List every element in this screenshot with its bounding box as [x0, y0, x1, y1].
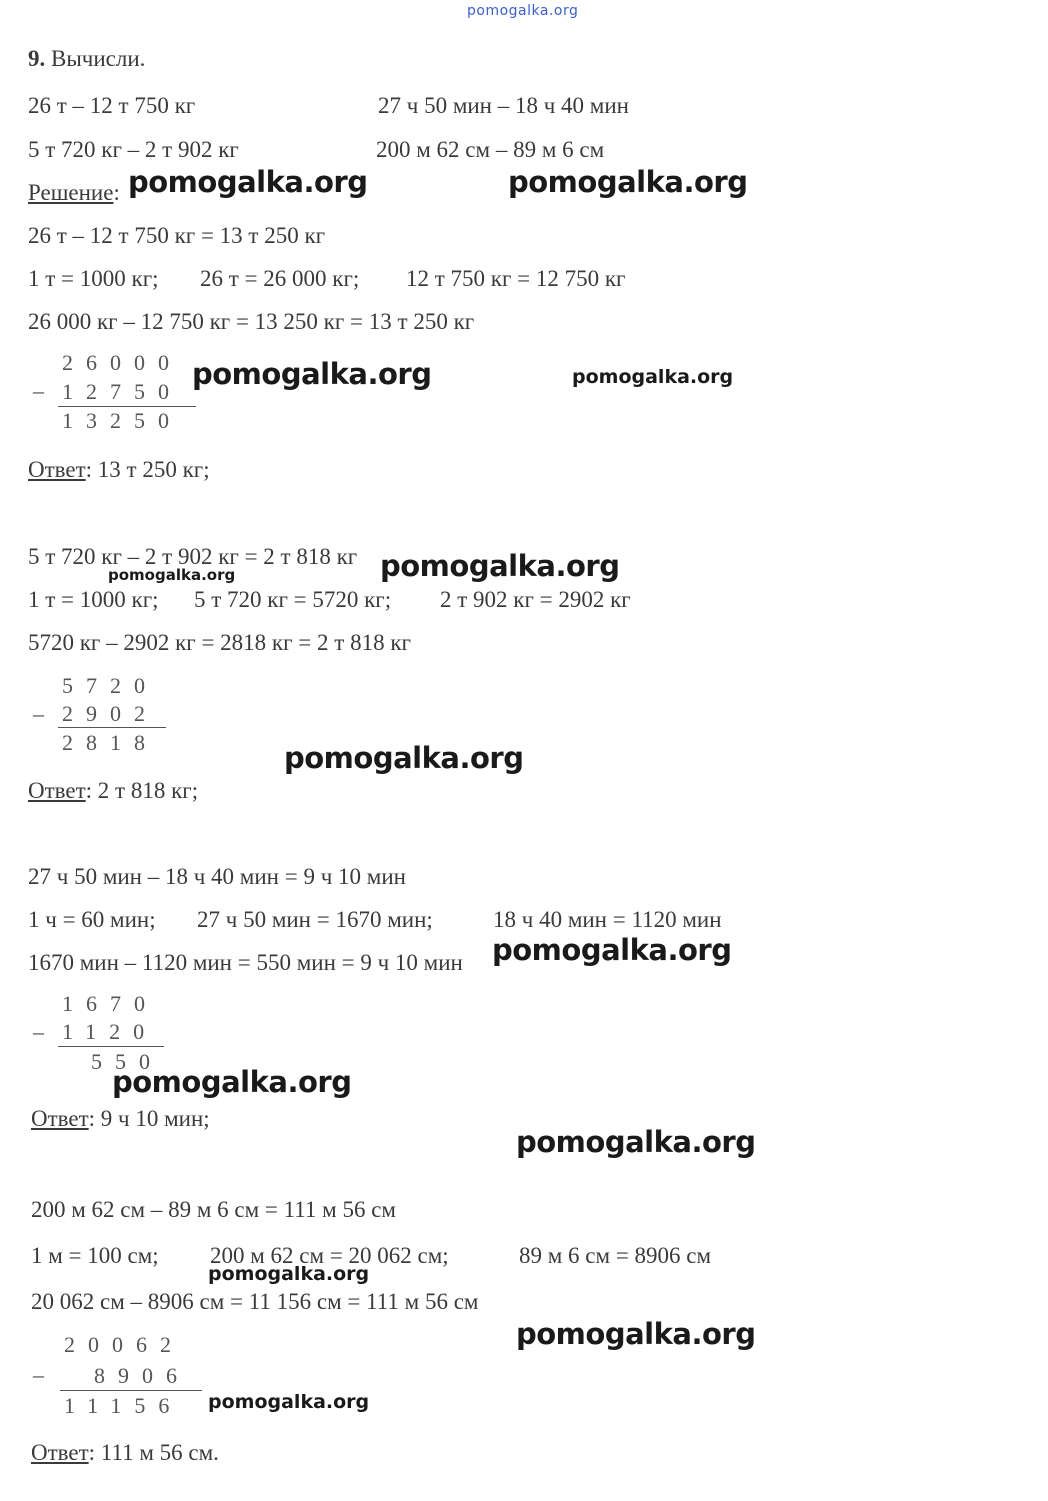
answer-label: Ответ [28, 778, 86, 803]
task-number: 9. [28, 46, 46, 71]
watermark: pomogalka.org [508, 165, 748, 199]
part4-column-rule [60, 1390, 202, 1391]
watermark: pomogalka.org [208, 1391, 370, 1413]
watermark: pomogalka.org [516, 1317, 756, 1351]
part2-column-result: 2818 [62, 730, 158, 755]
solution-heading: Решение: [28, 180, 120, 205]
watermark: pomogalka.org [108, 566, 236, 584]
part2-conversion-2: 5 т 720 кг = 5720 кг; [194, 587, 392, 612]
part4-equation: 200 м 62 см – 89 м 6 см = 111 м 56 см [31, 1197, 396, 1222]
part3-column-rule [58, 1046, 164, 1047]
part2-calculation: 5720 кг – 2902 кг = 2818 кг = 2 т 818 кг [28, 630, 411, 655]
answer-label: Ответ [31, 1440, 89, 1465]
task-expression-4: 200 м 62 см – 89 м 6 см [376, 137, 605, 162]
watermark: pomogalka.org [380, 549, 620, 583]
watermark: pomogalka.org [516, 1125, 756, 1159]
part4-column-result: 11156 [64, 1393, 183, 1418]
part3-conversion-3: 18 ч 40 мин = 1120 мин [493, 907, 722, 932]
part4-conversion-3: 89 м 6 см = 8906 см [519, 1243, 712, 1268]
watermark: pomogalka.org [572, 366, 734, 388]
watermark: pomogalka.org [192, 357, 432, 391]
part4-column-minus: – [33, 1362, 44, 1387]
part1-column-minus: – [33, 378, 44, 403]
part2-column-minus: – [33, 701, 44, 726]
part3-answer [31, 1107, 210, 1130]
part3-calculation: 1670 мин – 1120 мин = 550 мин = 9 ч 10 мин [28, 950, 463, 975]
part4-calculation: 20 062 см – 8906 см = 11 156 см = 111 м 56 см [31, 1289, 479, 1314]
part3-equation: 27 ч 50 мин – 18 ч 40 мин = 9 ч 10 мин [28, 864, 406, 889]
part2-column-minuend: 5720 [62, 673, 158, 698]
part2-conversion-3: 2 т 902 кг = 2902 кг [440, 587, 631, 612]
part4-column-minuend: 20062 [64, 1332, 184, 1357]
part2-column-rule [58, 727, 166, 728]
part4-answer-value: : 111 м 56 см. [88, 1440, 219, 1465]
watermark: pomogalka.org [492, 933, 732, 967]
part1-column-subtrahend: 12750 [62, 379, 182, 404]
part1-conversion-2: 26 т = 26 000 кг; [200, 266, 360, 291]
part1-column-minuend: 26000 [62, 350, 182, 375]
part3-column-minuend: 1670 [62, 991, 158, 1016]
part2-conversion-1: 1 т = 1000 кг; [28, 587, 159, 612]
part1-conversion-3: 12 т 750 кг = 12 750 кг [406, 266, 626, 291]
header-watermark: pomogalka.org [467, 3, 579, 19]
answer-label: Ответ [31, 1106, 89, 1131]
watermark: pomogalka.org [208, 1263, 370, 1285]
part3-conversion-2: 27 ч 50 мин = 1670 мин; [197, 907, 433, 932]
part1-column-rule [58, 406, 196, 407]
watermark: pomogalka.org [128, 165, 368, 199]
task-instruction: Вычисли. [51, 46, 146, 71]
part2-equation: 5 т 720 кг – 2 т 902 кг = 2 т 818 кг [28, 544, 358, 569]
solution-label: Решение [28, 180, 114, 205]
watermark: pomogalka.org [284, 741, 524, 775]
part1-conversion-1: 1 т = 1000 кг; [28, 266, 159, 291]
watermark: pomogalka.org [112, 1065, 352, 1099]
part3-answer-value: : 9 ч 10 мин; [88, 1106, 210, 1131]
part1-answer [28, 458, 210, 481]
task-expression-1: 26 т – 12 т 750 кг [28, 93, 196, 118]
part2-answer-value: : 2 т 818 кг; [85, 778, 199, 803]
answer-label: Ответ [28, 457, 86, 482]
part2-answer [28, 779, 198, 802]
task-heading [28, 47, 145, 70]
part1-equation: 26 т – 12 т 750 кг = 13 т 250 кг [28, 223, 326, 248]
part2-column-subtrahend: 2902 [62, 701, 158, 726]
part1-answer-value: : 13 т 250 кг; [85, 457, 210, 482]
part3-column-subtrahend: 1120 [62, 1019, 158, 1044]
task-expression-2: 27 ч 50 мин – 18 ч 40 мин [378, 93, 629, 118]
part4-column-subtrahend: 8906 [94, 1363, 190, 1388]
part3-column-result: 550 [91, 1049, 163, 1074]
part1-calculation: 26 000 кг – 12 750 кг = 13 250 кг = 13 т 250 кг [28, 309, 475, 334]
part4-answer [31, 1441, 219, 1464]
task-expression-3: 5 т 720 кг – 2 т 902 кг [28, 137, 239, 162]
part4-conversion-1: 1 м = 100 см; [31, 1243, 159, 1268]
part3-conversion-1: 1 ч = 60 мин; [28, 907, 156, 932]
part3-column-minus: – [33, 1019, 44, 1044]
part1-column-result: 13250 [62, 408, 182, 433]
part4-conversion-2: 200 м 62 см = 20 062 см; [210, 1243, 449, 1268]
